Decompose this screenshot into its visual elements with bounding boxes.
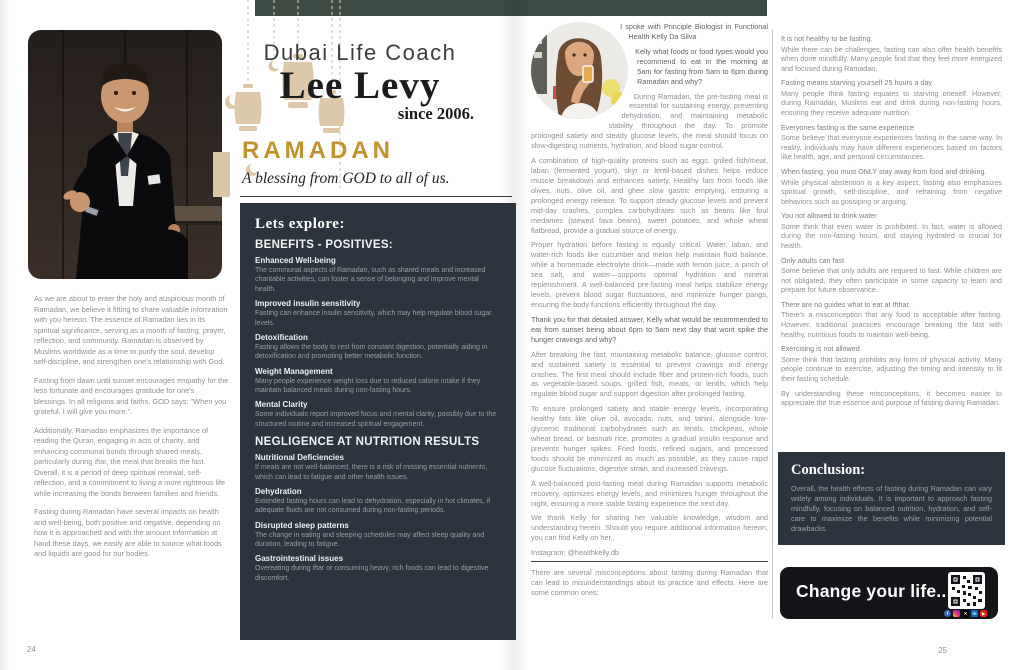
benefit-title: Enhanced Well-being (255, 256, 336, 265)
negligence-title: Nutritional Deficiencies (255, 453, 344, 463)
negligence-title: Dehydration (255, 486, 302, 496)
misconception-body: Some believe that everyone experiences fasting in the same way. In reality, individuals may have different experiences based on factors like health, age, and personal circumstances. (781, 133, 1002, 162)
linkedin-icon[interactable]: in (972, 611, 977, 616)
cta-label: Change your life.. (796, 581, 947, 601)
benefit-body: Fasting allows the body to rest from constant digestion, potentially aiding in detoxification and promoting better metabolic function. (255, 343, 488, 361)
instagram-icon[interactable] (953, 610, 960, 617)
column-divider (772, 30, 773, 618)
interview-question: Thank you for that detailed answer, Kelly what would be recommended to eat from sunset being about 6pm to 5am next day that wont spike the hunger cravings and why? (531, 314, 768, 344)
negligence-body: If meals are not well-balanced, there is a risk of missing essential nutrients, which can lead to fatigue and other health issues. (255, 464, 488, 481)
ramadan-title: RAMADAN (242, 137, 394, 164)
intro-paragraph: Fasting during Ramadan have several impacts on health and well-being, both positive and negative, depending on how it is approached and with the amount information at hand these days, we easily are able to source what foods and liquids are good for our bodies. (34, 507, 222, 559)
benefit-item (255, 367, 501, 396)
x-icon[interactable]: ✕ (963, 611, 968, 616)
interview-answer: To ensure prolonged satiety and stable energy levels, incorporating healthy fats like olive oil, avocado, nuts, and tahini, alongside low-glycemic traditional carbohydrates such as lentils, chickpeas, whole wheat bread, or basmati rice, promotes a gradual insulin response and prevents hunger spikes. Fried foods, refined sugars, and processed foods should be minimized as much as possible, as they cause rapid glucose fluctuations, digestive strain, and increased cravings. (531, 404, 768, 473)
benefit-body: Fasting can enhance insulin sensitivity, which may help regulate blood sugar levels. (255, 310, 492, 327)
misconception-claim: You not allowed to drink water (781, 211, 877, 221)
negligence-body: Extended fasting hours can lead to dehydration, especially in hot climates, if adequate fluids are not consumed during non-fasting periods. (255, 497, 491, 515)
qr-code (948, 572, 985, 609)
misconception-body: Some believe that only adults are required to fast. While children are not obligated, they often participate in some capacity to learn and prepare for future observance. (781, 266, 1002, 295)
coach-name: Lee Levy (279, 64, 441, 107)
conclusion-panel (778, 452, 1005, 545)
misconception-claim: There are no guides what to eat at Ifthar. (781, 299, 911, 309)
tagline: A blessing from GOD to all of us. (242, 170, 450, 187)
benefit-title: Weight Management (255, 366, 333, 376)
benefit-item (255, 299, 501, 328)
kicker-title: Dubai Life Coach (263, 40, 457, 65)
conclusion-body: Overall, the health effects of fasting during Ramadan can vary widely among individuals. It is important to approach fasting mindfully, focusing on balanced nutrition, hydration, and self-care to maximize the benefits while minimizing potential drawbacks. (791, 484, 992, 534)
benefit-item (255, 256, 501, 294)
misconception-body: While there can be challenges, fasting can also offer health benefits when done mindfully. Many people find that they feel more energized and focused during Ramadan. (781, 44, 1002, 73)
masthead (242, 40, 478, 188)
interview-answer: A well-balanced post-fasting meal during Ramadan supports metabolic recovery, optimizes energy levels, and minimizes hunger throughout the night, ensuring a more stable fasting experience the next day. (531, 478, 768, 508)
conclusion-title: Conclusion: (791, 462, 866, 478)
negligence-item (255, 521, 501, 550)
page-edge-shadow (0, 0, 10, 670)
misconception-body: While physical abstention is a key aspect, fasting also emphasizes spiritual growth, self-discipline, and refraining from negative behaviors such as gossiping or arguing. (781, 177, 1002, 206)
page-number-right: 25 (938, 646, 947, 655)
negligence-item (255, 487, 501, 516)
youtube-icon[interactable]: ▶ (981, 611, 986, 616)
misconception-claim: Fasting means starving yourself 25 hours a day (781, 78, 933, 88)
interview-answer: During Ramadan, the pre-fasting meal is essential for sustaining energy, preventing dehydration, and maintaining metabolic stability throughout the day. To promote prolonged satiety and steady glucose levels, the meal should focus on slow-digesting nutrients, hydration, and blood sugar control. (531, 91, 768, 151)
benefit-item (255, 400, 501, 429)
social-icons-row (944, 610, 987, 617)
facebook-icon[interactable]: f (944, 610, 951, 617)
negligence-item (255, 453, 501, 482)
benefit-body: The communal aspects of Ramadan, such as shared meals and increased charitable activities, can foster a sense of belonging and improve mental health. (255, 267, 486, 293)
misconception-body: Some think that even water is prohibited. In fact, water is allowed during the non-fasting hours, and staying hydrated is crucial for health. (781, 221, 1002, 250)
misconception-claim: When fasting, you must ONLY stay away from food and drinking. (781, 166, 987, 176)
misconceptions-closing: By understanding these misconceptions, it becomes easier to appreciate the true essence and purpose of fasting during Ramadan. (781, 388, 1002, 408)
misconception-claim: Everyones fasting is the same experience (781, 122, 915, 132)
negligence-body: Overeating during iftar or consuming heavy, rich foods can lead to digestive discomfort. (255, 565, 489, 582)
misconception-claim: Exercising is not allowed (781, 344, 860, 354)
interview-answer: After breaking the fast, maintaining metabolic balance, glucose control, and sustained satiety is essential to prevent cravings and energy crashes. The first meal should include fiber and protein-rich foods, such as vegetable-based soups, grilled fish, meats, or lentils, which help regulate blood sugar and support digestion after prolonged fasting. (531, 349, 768, 399)
negligence-heading: NEGLIGENCE AT NUTRITION RESULTS (255, 436, 480, 449)
misconception-claim: It is not healthy to be fasting. (781, 34, 873, 43)
misconception-claim: Only adults can fast (781, 255, 845, 265)
lantern-fragment-decoration (213, 152, 230, 197)
kelly-photo (531, 22, 632, 126)
interview-outro: We thank Kelly for sharing her valuable knowledge, wisdom and understanding herein. Should you require additional information hereon, you can find Kelly on her.. (531, 513, 768, 543)
negligence-item (255, 554, 501, 583)
misconceptions-column (781, 34, 1002, 408)
negligence-body: The change in eating and sleeping schedules may affect sleep quality and duration, leading to fatigue. (255, 531, 485, 548)
benefits-heading: BENEFITS - POSITIVES: (255, 239, 393, 251)
benefit-title: Mental Clarity (255, 400, 308, 410)
instagram-handle-link[interactable]: Instagram: @healthkelly.db (531, 548, 768, 562)
lee-levy-photo (28, 30, 222, 279)
benefit-body: Some individuals report improved focus and mental clarity, possibly due to the structured routine and increased spiritual engagement. (255, 411, 497, 428)
interview-intro: I spoke with Principle Biologist in Functional Health Kelly Da Silva (620, 22, 768, 41)
explore-title: Lets explore: (255, 216, 345, 232)
negligence-title: Gastrointestinal issues (255, 554, 344, 564)
interview-answer: Proper hydration before fasting is equally critical. Water, laban, and water-rich foods like cucumber and melon help maintain fluid balance, while a homemade electrolyte drink—made with lemon juice, a pinch of sea salt, and water—supports optimal hydration and mineral replenishment. A well-balanced pre-fasting meal helps stabilize energy levels, prevent blood sugar fluctuations, and minimize hunger pangs, ensuring the body functions efficiently throughout the day. (531, 240, 768, 309)
intro-column (34, 294, 229, 568)
misconceptions-intro: There are several misconceptions about fasting during Ramadan that can lead to misunderstandings about its practice and effects. Here are some common ones: (531, 568, 768, 598)
negligence-title: Disrupted sleep patterns (255, 520, 349, 530)
interview-answer: A combination of high-quality proteins such as eggs, grilled fish/meat, laban (fermented yogurt), skyr or lentil-based dishes helps reduce muscle breakdown and enhances satiety. Healthy fats from foods like olives, nuts, olive oil, and ghee slow gastric emptying, ensuring a prolonged energy release. To support steady glucose levels and prevent mid-day crashes, complex carbohydrates such as beans like foul medames (stewed fava beans), sweet potatoes, and whole wheat flatbread, provide a gradual source of energy. (531, 156, 768, 235)
interview-column (531, 22, 768, 603)
benefit-title: Detoxification (255, 332, 308, 342)
intro-paragraph: As we are about to enter the holy and auspicious month of Ramadan, we believe it fitting to share valuable infomration with you hereon. The essence of Ramadan lies in its spiritual significance, serving as a month of fasting, prayer, reflection, and community. Ramadan is observed by Muslims worldwide as a time to purify the soul, develop self-discipline, and strengthen one's relationship with God. (34, 294, 228, 367)
lets-explore-panel (240, 203, 516, 640)
misconception-body: There's a misconception that any food is acceptable after fasting. However, traditional practices encourage breaking the fast with healthy, nutritious foods to maintain well-being. (781, 310, 1002, 339)
change-your-life-banner (780, 567, 998, 619)
intro-paragraph: Fasting from dawn until sunset encourages empathy for the less fortunate and encourages gratitude for one's blessings. In all religions and faiths, GOD says: "When you grateful, I will give you more.". (34, 375, 229, 417)
benefit-title: Improved insulin sensitivity (255, 299, 361, 309)
benefit-body: Many people experience weight loss due to reduced calorie intake if they maintain balanced meals during non-fasting hours. (255, 377, 481, 394)
page-number-left: 24 (27, 645, 36, 654)
since-label: since 2006. (397, 104, 474, 123)
benefit-item (255, 333, 501, 362)
interview-question: Kelly what foods or food types would you recommend to eat in the morning at 5am for fasting from 5am to 6pm during Ramadan and why? (635, 46, 768, 86)
misconception-body: Many people think fasting equates to starving oneself. However, during Ramadan, Muslims eat and drink during non-fasting hours, ensuring they receive adequate nutrition. (781, 88, 1002, 118)
intro-paragraph: Additionally, Ramadan emphasizes the importance of reading the Quran, engaging in acts of charity, and enhancing communal bonds through shared meals, particularly during iftar, the meal that breaks the fast. Overall, it is a period of deep spiritual renewal, self-reflection, and a commitment to living a more righteous life while increasing the bonds berween families and friends. (34, 425, 226, 498)
misconception-body: Some think that fasting prohibits any form of physical activity. Many people continue to exercise, adjusting the timing and intensity to fit their fasting schedule. (781, 354, 1002, 383)
